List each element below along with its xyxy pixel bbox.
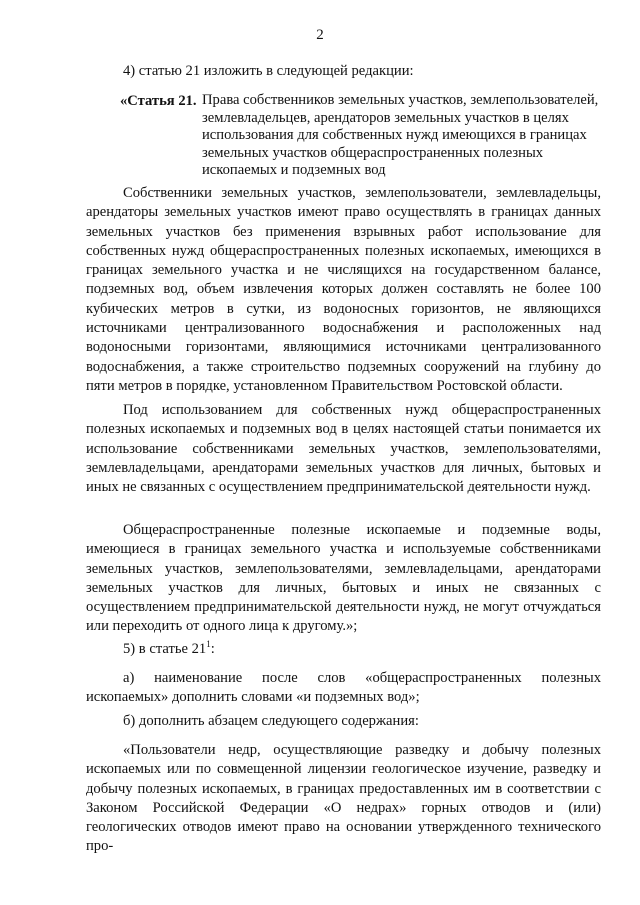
item-4-text: 4) статью 21 изложить в следующей редакции:	[123, 63, 414, 79]
paragraph-owners-rights: Собственники земельных участков, землепользователи, землевладельцы, арендаторы земельных участков имеют право осуществлять в границах данных земельных участков без применения взрывных работ использование для собственных нужд общераспространенных полезных ископаемых, имеющихся в границах земельного участка и не числящихся на государственном балансе, подземных вод, объем извлечения которых должен составлять не более 100 кубических метров в сутки, из водоносных горизонтов, не являющихся источниками централизованного водоснабжения и расположенных над водоносными горизонтами, являющимися источниками централизованного водоснабжения, а также строительство подземных сооружений на глубину до пяти метров в порядке, установленном Правительством Ростовской области.	[86, 185, 601, 394]
article-label: «Статья 21.	[120, 93, 197, 109]
item-5-label: 5) в статье 21	[123, 641, 207, 657]
paragraph-own-needs-definition: Под использованием для собственных нужд общераспространенных полезных ископаемых и подземных вод в целях настоящей статьи понимается их использование собственниками земельных участков, землепользователями, землевладельцами, арендаторами земельных участков для личных, бытовых и иных не связанных с осуществлением предпринимательской деятельности нужд.	[86, 402, 601, 496]
paragraph-alienation-restriction: Общераспространенные полезные ископаемые и подземные воды, имеющиеся в границах земельного участка и используемые собственниками земельных участков, землепользователями, землевладельцами, арендаторами земельных участков для личных, бытовых и иных не связанных с осуществлением предпринимательской деятельности нужд, не могут отчуждаться или переходить от одного лица к другому.»;	[86, 522, 601, 635]
item-5-text	[123, 640, 603, 659]
page-number: 2	[316, 27, 324, 43]
item-5-superscript: 1	[206, 639, 211, 650]
sub-item-a: а) наименование после слов «общераспространенных полезных ископаемых» дополнить словами «и подземных вод»;	[86, 670, 601, 706]
article-title: Права собственников земельных участков, землепользователей, землевладельцев, арендаторов земельных участков в целях использования для собственных нужд имеющихся в границах земельных участков общераспространенных полезных ископаемых и подземных вод	[202, 92, 599, 179]
quoted-paragraph-subsoil-users: «Пользователи недр, осуществляющие разведку и добычу полезных ископаемых или по совмещенной лицензии геологическое изучение, разведку и добычу полезных ископаемых, в границах предоставленных им в соответствии с Законом Российской Федерации «О недрах» горных отводов и (или) геологических отводов имеют право на основании утвержденного технического про-	[86, 742, 601, 855]
item-5-suffix: :	[210, 641, 215, 657]
sub-item-b: б) дополнить абзацем следующего содержания:	[123, 713, 419, 729]
